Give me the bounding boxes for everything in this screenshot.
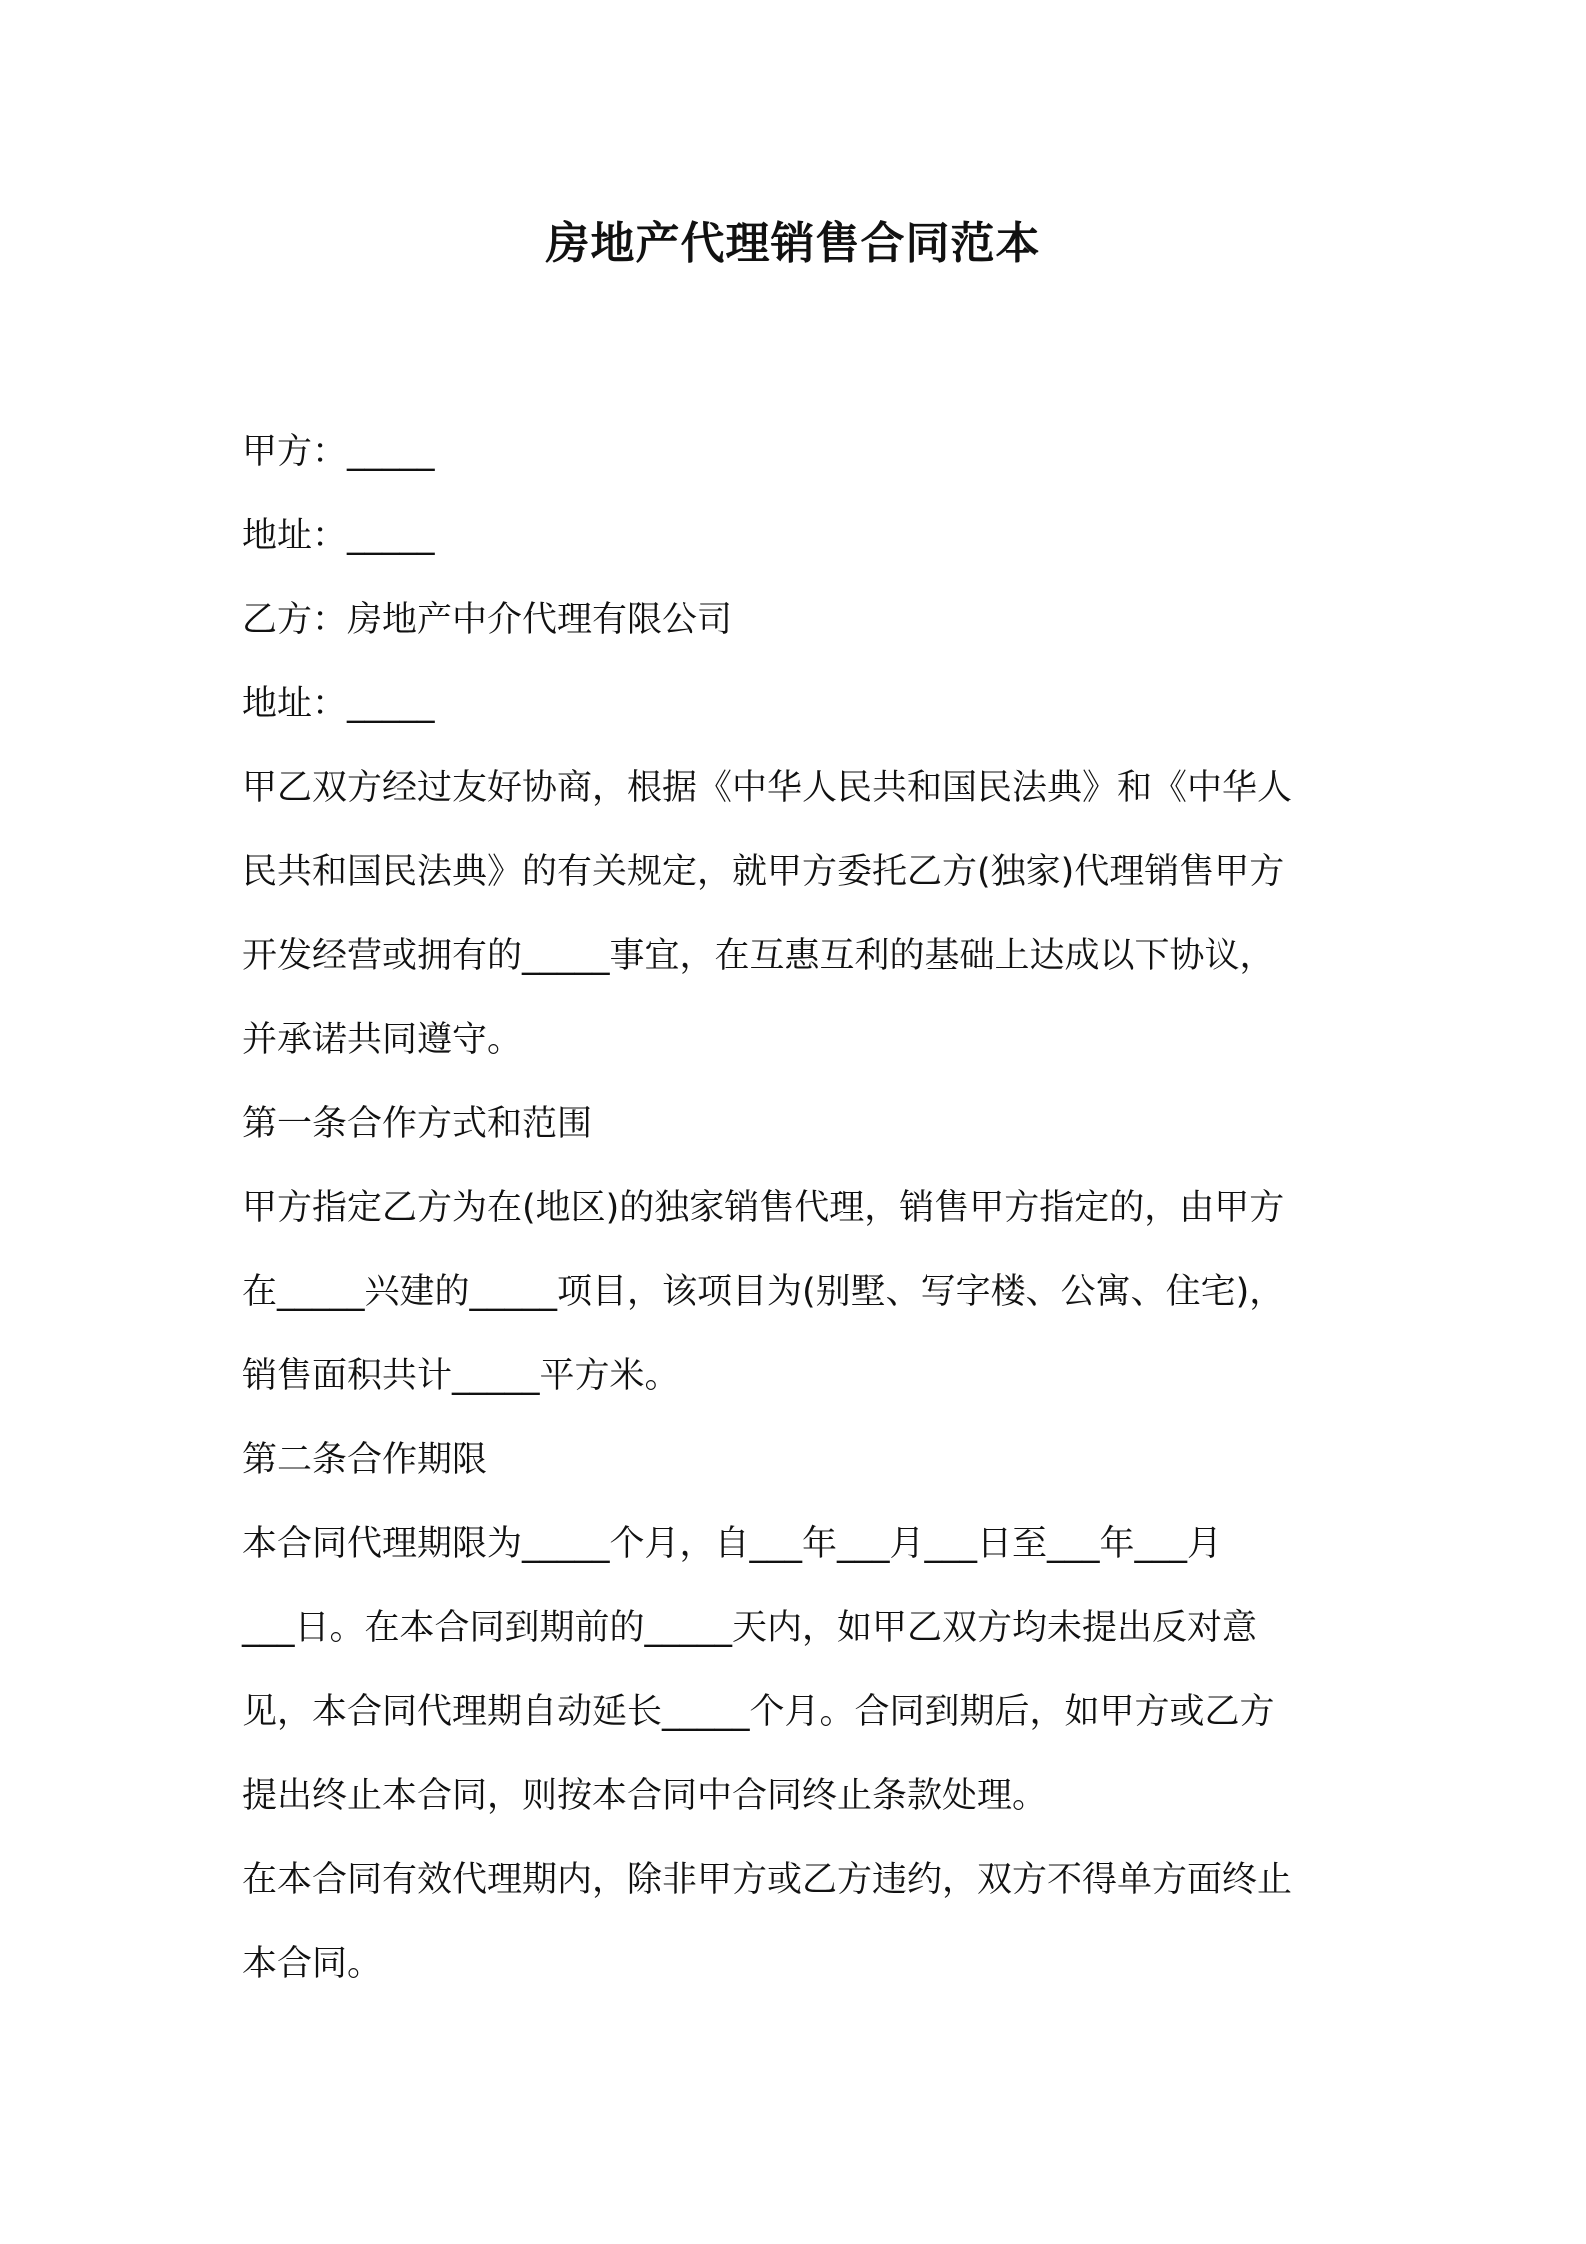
article-text-line: 在_____兴建的_____项目，该项目为(别墅、写字楼、公寓、住宅)， (242, 1272, 1285, 1312)
article-heading: 第二条合作期限 (242, 1440, 488, 1480)
article-text-line: 销售面积共计_____平方米。 (242, 1356, 680, 1396)
party-a-address-line: 地址：_____ (242, 516, 435, 556)
party-a-line: 甲方：_____ (242, 432, 435, 472)
article-text-line: ___日。在本合同到期前的_____天内，如甲乙双方均未提出反对意 (242, 1608, 1258, 1648)
document-body (242, 410, 1362, 2006)
party-b-line: 乙方：房地产中介代理有限公司 (242, 600, 733, 640)
article-text-line: 提出终止本合同，则按本合同中合同终止条款处理。 (242, 1776, 1048, 1816)
article-text-line: 本合同。 (242, 1944, 383, 1984)
article-heading: 第一条合作方式和范围 (242, 1104, 593, 1144)
preamble-line: 民共和国民法典》的有关规定，就甲方委托乙方(独家)代理销售甲方 (242, 852, 1285, 892)
article-text-line: 在本合同有效代理期内，除非甲方或乙方违约，双方不得单方面终止 (242, 1860, 1293, 1900)
preamble-line: 并承诺共同遵守。 (242, 1020, 523, 1060)
party-b-address-line: 地址：_____ (242, 684, 435, 724)
preamble-line: 开发经营或拥有的_____事宜，在互惠互利的基础上达成以下协议， (242, 936, 1275, 976)
document-title: 房地产代理销售合同范本 (545, 218, 1041, 269)
article-text-line: 本合同代理期限为_____个月，自___年___月___日至___年___月 (242, 1524, 1223, 1564)
preamble-line: 甲乙双方经过友好协商，根据《中华人民共和国民法典》和《中华人 (242, 768, 1293, 808)
article-text-line: 见，本合同代理期自动延长_____个月。合同到期后，如甲方或乙方 (242, 1692, 1275, 1732)
article-text-line: 甲方指定乙方为在(地区)的独家销售代理，销售甲方指定的，由甲方 (242, 1188, 1285, 1228)
